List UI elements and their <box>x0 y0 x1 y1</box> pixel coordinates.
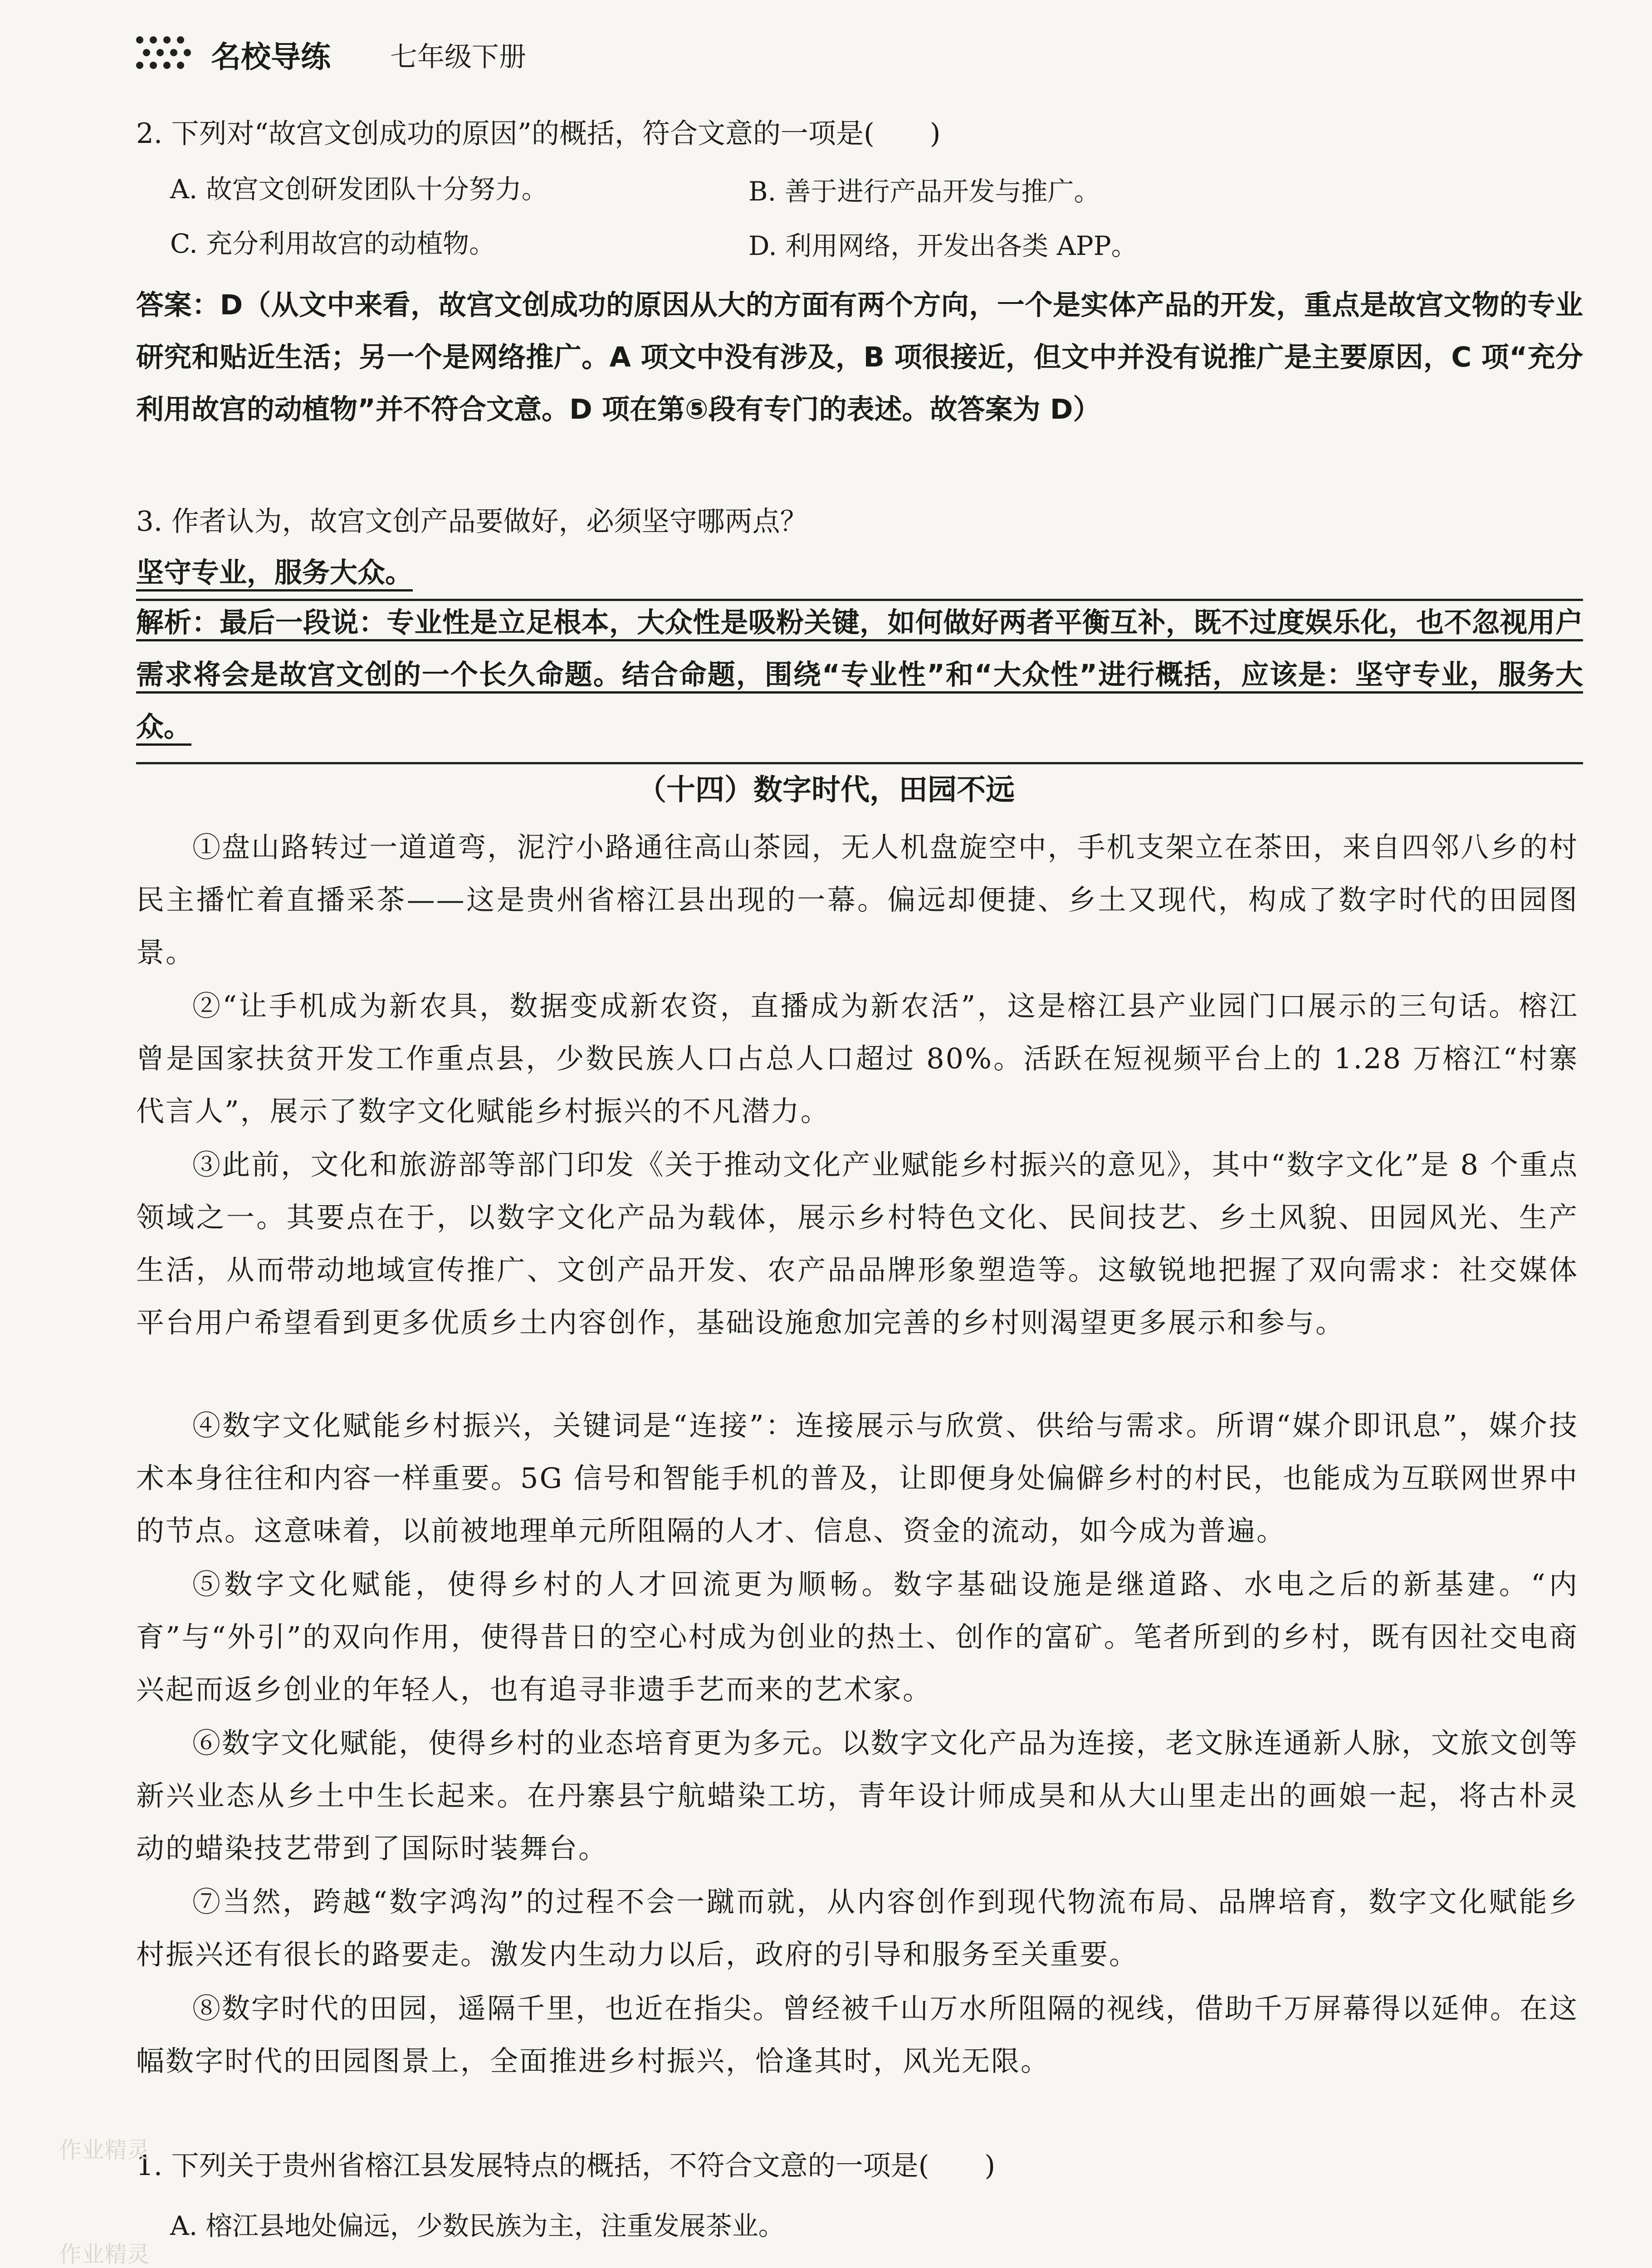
question-2-option-d: D. 利用网络，开发出各类 APP。 <box>748 230 1138 261</box>
question-3-stem: 3. 作者认为，故宫文创产品要做好，必须坚守哪两点？ <box>136 505 808 538</box>
question-3-answer <box>136 547 1588 599</box>
article-paragraph-3: ③此前，文化和旅游部等部门印发《关于推动文化产业赋能乡村振兴的意见》，其中“数字文化”是 8 个重点领域之一。其要点在于，以数字文化产品为载体，展示乡村特色文化、民间技艺、乡土风貌、田园风光、生产生活，从而带动地域宣传推广、文创产品开发、农产品品牌形象塑造等。这敏锐地把握了双向需求：社交媒体平台用户希望看到更多优质乡土内容创作，基础设施愈加完善的乡村则渴望更多展示和参与。 <box>136 1148 1579 1339</box>
question-1-stem: 1. 下列关于贵州省榕江县发展特点的概括，不符合文意的一项是( ) <box>136 2150 996 2182</box>
question-3-analysis-text: 解析：最后一段说：专业性是立足根本，大众性是吸粉关键，如何做好两者平衡互补，既不过度娱乐化，也不忽视用户需求将会是故宫文创的一个长久命题。结合命题，围绕“专业性”和“大众性”进行概括，应该是：坚守专业，服务大众。 <box>136 606 1583 743</box>
question-2-option-c: C. 充分利用故宫的动植物。 <box>170 228 496 259</box>
grade-label: 七年级下册 <box>390 41 526 73</box>
question-2-stem: 2. 下列对“故宫文创成功的原因”的概括，符合文意的一项是( ) <box>136 117 941 150</box>
dots-logo-icon <box>136 36 204 73</box>
question-2-option-a: A. 故宫文创研发团队十分努力。 <box>170 174 548 205</box>
watermark: 作业精灵 <box>59 2241 150 2268</box>
article-paragraph-4: ④数字文化赋能乡村振兴，关键词是“连接”：连接展示与欣赏、供给与需求。所谓“媒介即讯息”，媒介技术本身往往和内容一样重要。5G 信号和智能手机的普及，让即便身处偏僻乡村的村民，也能成为互联网世界中的节点。这意味着，以前被地理单元所阻隔的人才、信息、资金的流动，如今成为普遍。 <box>136 1409 1579 1547</box>
divider <box>136 762 1583 764</box>
article-paragraph-1: ①盘山路转过一道道弯，泥泞小路通往高山茶园，无人机盘旋空中，手机支架立在茶田，来自四邻八乡的村民主播忙着直播采茶——这是贵州省榕江县出现的一幕。偏远却便捷、乡土又现代，构成了数字时代的田园图景。 <box>136 831 1579 969</box>
watermark: 作业精灵 <box>59 2137 150 2163</box>
article-paragraph-5: ⑤数字文化赋能，使得乡村的人才回流更为顺畅。数字基础设施是继道路、水电之后的新基建。“内育”与“外引”的双向作用，使得昔日的空心村成为创业的热土、创作的富矿。笔者所到的乡村，既有因社交电商兴起而返乡创业的年轻人，也有追寻非遗手艺而来的艺术家。 <box>136 1568 1579 1706</box>
book-title: 名校导练 <box>211 39 331 74</box>
article-paragraph-8: ⑧数字时代的田园，遥隔千里，也近在指尖。曾经被千山万水所阻隔的视线，借助千万屏幕得以延伸。在这幅数字时代的田园图景上，全面推进乡村振兴，恰逢其时，风光无限。 <box>136 1992 1579 2077</box>
article-paragraph-6: ⑥数字文化赋能，使得乡村的业态培育更为多元。以数字文化产品为连接，老文脉连通新人脉，文旅文创等新兴业态从乡土中生长起来。在丹寨县宁航蜡染工坊，青年设计师成昊和从大山里走出的画娘一起，将古朴灵动的蜡染技艺带到了国际时装舞台。 <box>136 1726 1579 1865</box>
question-3-analysis <box>136 596 1583 753</box>
article-paragraph-7: ⑦当然，跨越“数字鸿沟”的过程不会一蹴而就，从内容创作到现代物流布局、品牌培育，数字文化赋能乡村振兴还有很长的路要走。激发内生动力以后，政府的引导和服务至关重要。 <box>136 1885 1579 1971</box>
page-header <box>136 27 1588 86</box>
question-2-option-b: B. 善于进行产品开发与推广。 <box>748 176 1100 207</box>
question-3-answer-text: 坚守专业，服务大众。 <box>136 557 413 589</box>
question-2-answer: 答案：D（从文中来看，故宫文创成功的原因从大的方面有两个方向，一个是实体产品的开发，重点是故宫文物的专业研究和贴近生活；另一个是网络推广。A 项文中没有涉及，B 项很接近，但文中并没有说推广是主要原因，C 项“充分利用故宫的动植物”并不符合文意。D 项在第⑤段有专门的表述。故答案为 D） <box>136 289 1583 425</box>
section-title: （十四）数字时代，田园不远 <box>637 773 1015 807</box>
question-1-option-a: A. 榕江县地处偏远，少数民族为主，注重发展茶业。 <box>170 2210 785 2241</box>
article-paragraph-2: ②“让手机成为新农具，数据变成新农资，直播成为新农活”，这是榕江县产业园门口展示的三句话。榕江曾是国家扶贫开发工作重点县，少数民族人口占总人口超过 80%。活跃在短视频平台上的 1.28 万榕江“村寨代言人”，展示了数字文化赋能乡村振兴的不凡潜力。 <box>136 989 1579 1128</box>
